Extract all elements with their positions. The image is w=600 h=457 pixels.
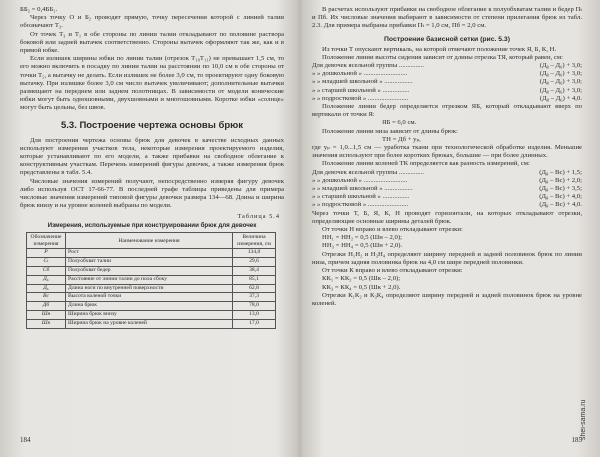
table-header: Величина измерения, см (233, 233, 276, 249)
formula: КК₁ = КК₂ = 0,5 (Шк – 2,0); (322, 275, 401, 283)
table-label: Таблица 5.4 (237, 213, 280, 221)
list-item (312, 185, 582, 193)
table-cell: Д₆ (27, 275, 66, 284)
table-header: Наименование измерения (66, 233, 233, 249)
paragraph: Через точки Т, Б, Я, К, Н проводят горизонтали, на которых откладывают отрезки, определяющие основные ширины деталей брюк. (312, 209, 582, 225)
paragraph: В расчетах используют прибавки на свободное облегание к полуобхватам талии и бедер Пₜ и Пб. Их числовые значения выбирают в зависимости от степени прилегания брюк из табл. 2.3. Для примера выбраны прибавки Пₜ = 1,0 см, Пб = 2,0 см. (312, 6, 582, 30)
table-row (27, 311, 276, 320)
list-item-formula: (Д₈ – Д₆) + 3,0; (539, 70, 582, 78)
measurements-table (26, 232, 276, 328)
subheading: Построение базисной сетки (рис. 5.3) (384, 35, 510, 43)
paragraph: Если излишек ширины юбки по линии талии (отрезок Т₁₀Т₁₁) не превышает 1,5 см, то его можно включить в посадку по линии талии на расстоянии по 10,0 см в обе стороны от точки Т₅, а вытачку не делать. Если излишек не более 3,0 см, то проектируют одну боковую вытачку. При излишке более 3,0 см число вытачек увеличивают; дополнительные вытачки размещают на переднем или заднем полотнищах. В зависимости от модели конические юбки могут быть одношовными, двухшовными и многошовными. Коротке юбки «солнце» могут быть цельны, без швов. (20, 55, 284, 112)
table-row (27, 319, 276, 328)
list-item-formula: (Д₈ – Д₆) + 4,0. (539, 94, 582, 102)
list-item-formula: (Д₈ – Д₆) + 3,0; (539, 86, 582, 94)
paragraph: Через точку О и Б₂ проводят прямую, точку пересечения которой с линией талии обозначают Т₃. (20, 14, 284, 30)
list-item (312, 169, 582, 177)
list-item-formula: (Д₈ – Д₆) + 3,0; (539, 78, 582, 86)
list-item-formula: (Д₈ – Вс) + 4,0. (539, 201, 582, 209)
formula: ТН = Дб + уₚ, (382, 135, 421, 143)
paragraph: Отрезки К₁К₂ и К₃К₄ определяют ширину передней и задней половинок брюк на уровне коленей. (312, 291, 582, 307)
table-cell: Р (27, 249, 66, 258)
section-heading: 5.3. Построение чертежа основы брюк (60, 119, 243, 131)
list-item (312, 70, 582, 78)
table-caption: Измерения, используемые при конструировании брюк для девочек (47, 222, 257, 230)
table-cell: Рост (66, 249, 233, 258)
table-cell: Д₆ (27, 284, 66, 293)
table-cell: 134,0 (233, 249, 276, 258)
paragraph: Отрезки Н₁Н₂ и Н₃Н₄ определяют ширину передней и задней половинок брюк по линии низа, причем задняя половинка брюк на 4,0 см шире передней половинки. (312, 250, 582, 266)
right-page (312, 6, 582, 446)
table-cell: Высота коленой точки (66, 293, 233, 302)
paragraph: ББ₂ = 0,4ББ₁. (20, 6, 58, 13)
left-page (20, 6, 284, 446)
table-cell: 38,4 (233, 267, 276, 276)
paragraph: Положение линии низа зависит от длины брюк: (322, 127, 458, 135)
table-row (27, 302, 276, 311)
table-row (27, 284, 276, 293)
table-cell: Сₜ (27, 258, 66, 267)
formula-list (312, 62, 582, 103)
table-row (27, 267, 276, 276)
list-item (312, 95, 582, 103)
paragraph: Для построения чертежа основы брюк для девочек в качестве исходных данных используют измерения участков тела, некоторые измерения проектируемого изделия, которые устанавливают по его модели, а также прибавки на свободное облегание к конструктивным участкам. Перечень измерений фигуры девочек, а также измерения брюк представлены в табл. 5.4. (20, 136, 284, 177)
table-cell: Шн (27, 311, 66, 320)
formula: КК₃ = КК₄ = 0,5 (Шк + 2,0). (322, 283, 401, 291)
table-cell: 37,3 (233, 293, 276, 302)
table-header: Обозначение измерения (27, 233, 66, 249)
table-cell: Шк (27, 319, 66, 328)
table-cell: Сб (27, 267, 66, 276)
list-item (312, 201, 582, 209)
paragraph: Числовые значения измерений получают, непосредственно измеряя фигуру девочек либо используя ОСТ 17-66-77. В последней графе таблицы приведены для примера числовые значения измерений типовой фигуры девочки размера 134—68. Длина и ширина брюк внизу и на уровне коленей выбраны по модели. (20, 177, 284, 210)
list-item-label: » » старшей школьной » ................ (312, 86, 410, 94)
paragraph: Положение линии коленей ТК определяется как разность измерений, см: (322, 160, 530, 168)
paragraph: Положение линии бедер определяется отрезком ЯБ, который откладывают вверх по вертикали от точки Я: (312, 103, 582, 119)
list-item-formula: (Д₈ – Вс) + 4,0; (539, 193, 582, 201)
paragraph: От точек Т₃ и Т₁ в обе стороны по линии талии откладывают по половине раствора боковой или задней вытачек соответственно. Стороны вытачек оформляют так же, как и в прямой юбке. (20, 30, 284, 55)
list-item-label: » » старшей школьной » ................ (312, 193, 410, 201)
paragraph: От точки К вправо и влево откладывают отрезки: (322, 267, 463, 275)
list-item (312, 87, 582, 95)
list-item-label: » » младшей школьной » ................. (312, 78, 413, 86)
table-cell: Полуобхват талии (66, 258, 233, 267)
list-item-formula: (Д₈ – Вс) + 1,5; (539, 168, 582, 176)
paragraph: где уₚ = 1,0...1,5 см — уработка ткани при технологической обработке изделия. Меньшие значения используют при более коротких брюках, большие — при более длинных. (312, 144, 582, 160)
paragraph: Положение линии высоты сидения зависит от длины отрезка ТЯ, который равен, см: (322, 53, 563, 61)
list-item-formula: (Д₈ – Вс) + 3,5; (539, 185, 582, 193)
paragraph: Из точки Т опускают вертикаль, на которой отмечают положение точек Я, Б, К, Н. (322, 45, 557, 53)
table-cell: Дб (27, 302, 66, 311)
table-cell: Ширина брюк на уровне коленей (66, 319, 233, 328)
formula: ЯБ = 6,0 см. (382, 119, 417, 127)
formula: НН₃ = НН₄ = 0,5 (Шн + 2,0). (322, 242, 403, 250)
table-row (27, 249, 276, 258)
list-item-label: » » подростковой » ........................ (312, 94, 409, 102)
page-number: 185 (571, 436, 582, 444)
table-cell: 85,1 (233, 275, 276, 284)
table-row (27, 258, 276, 267)
page-number: 184 (20, 436, 31, 444)
list-item-label: » » дошкольной » .......................... (312, 70, 408, 78)
table-cell: Длина ноги по внутренней поверхности (66, 284, 233, 293)
table-cell: 29,6 (233, 258, 276, 267)
list-item (312, 62, 582, 70)
table-header-row (27, 233, 276, 249)
table-row (27, 293, 276, 302)
table-cell: 62,8 (233, 284, 276, 293)
watermark-text: shei-sama.ru (580, 399, 587, 440)
list-item (312, 193, 582, 201)
table-cell: Вс (27, 293, 66, 302)
formula: НН₁ = НН₂ = 0,5 (Шн – 2,0); (322, 234, 402, 242)
list-item-label: » » дошкольной » .......................... (312, 176, 408, 184)
paragraph: От точки Н вправо и влево откладывают отрезки: (322, 226, 463, 234)
list-item (312, 177, 582, 185)
list-item-label: Для девочек ясельной группы ............... (312, 168, 424, 176)
table-cell: Ширина брюк внизу (66, 311, 233, 320)
list-item-label: » » подростковой » ........................ (312, 201, 409, 209)
table-cell: Полуобхват бедер (66, 267, 233, 276)
table-cell: 13,0 (233, 311, 276, 320)
list-item-label: Для девочек ясельной группы ............... (312, 62, 424, 70)
table-cell: Расстояние от линии талии до пола сбоку (66, 275, 233, 284)
list-item (312, 78, 582, 86)
table-cell: 78,0 (233, 302, 276, 311)
list-item-formula: (Д₈ – Вс) + 2,0; (539, 176, 582, 184)
table-cell: Длина брюк (66, 302, 233, 311)
table-row (27, 275, 276, 284)
table-cell: 17,0 (233, 319, 276, 328)
list-item-formula: (Д₈ – Д₆) + 3,0; (539, 62, 582, 70)
formula-list (312, 169, 582, 210)
list-item-label: » » младшей школьной » ................. (312, 185, 413, 193)
